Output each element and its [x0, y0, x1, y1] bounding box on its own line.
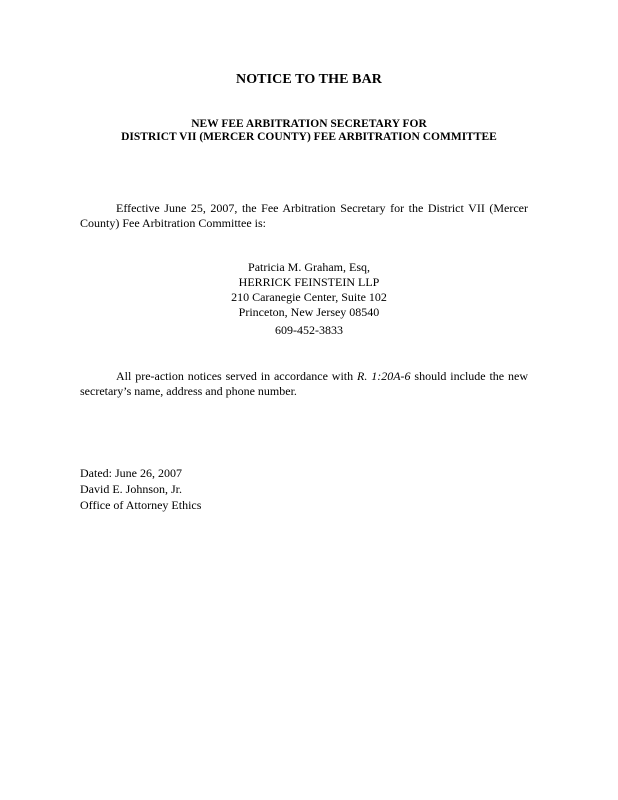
street-address: 210 Caranegie Center, Suite 102	[231, 290, 387, 304]
city-state-zip: Princeton, New Jersey 08540	[238, 305, 380, 319]
signature-block	[80, 465, 201, 513]
rule-citation: R. 1:20A-6	[357, 369, 411, 383]
pre-action-paragraph	[80, 369, 528, 399]
signer-name: David E. Johnson, Jr.	[80, 482, 182, 496]
pre-action-text-before: All pre-action notices served in accordance with	[116, 369, 357, 383]
secretary-address-block	[0, 260, 618, 320]
secretary-name: Patricia M. Graham, Esq,	[248, 260, 370, 274]
firm-name: HERRICK FEINSTEIN LLP	[238, 275, 380, 289]
effective-paragraph: Effective June 25, 2007, the Fee Arbitration Secretary for the District VII (Mercer County) Fee Arbitration Committee is:	[80, 201, 528, 230]
subtitle-line-1: NEW FEE ARBITRATION SECRETARY FOR	[191, 118, 427, 130]
phone-number: 609-452-3833	[275, 323, 343, 337]
signer-office: Office of Attorney Ethics	[80, 498, 202, 512]
pre-action-text-after: should include the new secretary’s name, address and phone number.	[80, 369, 528, 398]
dated-line: Dated: June 26, 2007	[80, 466, 182, 480]
subtitle-line-2: DISTRICT VII (MERCER COUNTY) FEE ARBITRATION COMMITTEE	[121, 131, 497, 143]
notice-title: NOTICE TO THE BAR	[235, 72, 383, 87]
